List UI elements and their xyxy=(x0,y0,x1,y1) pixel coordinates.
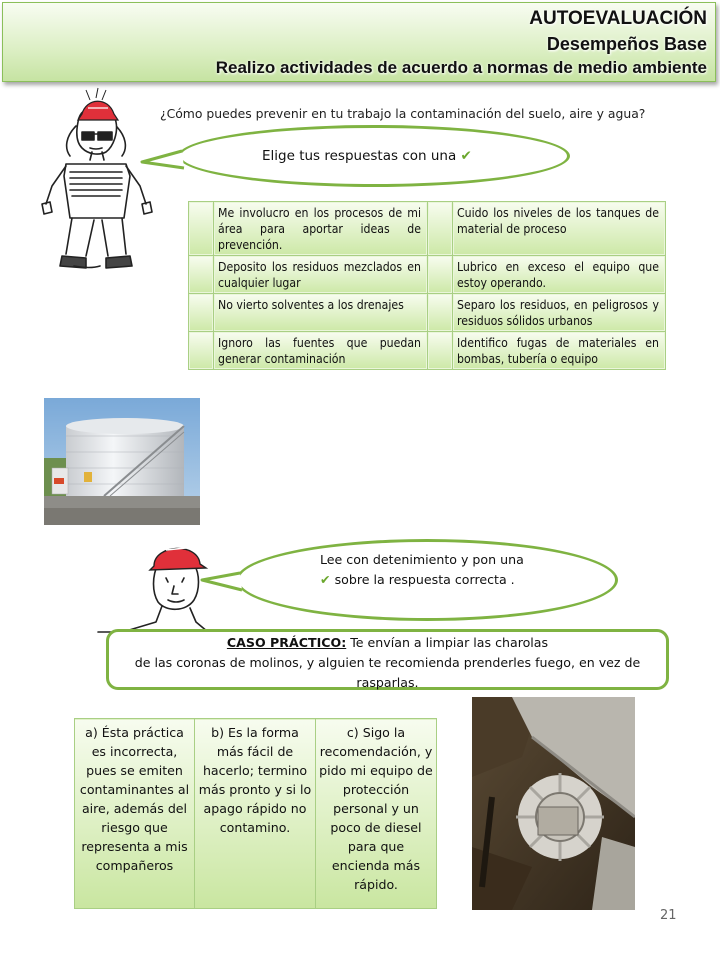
option-checkbox[interactable] xyxy=(428,256,453,294)
case-line2: de las coronas de molinos, y alguien te recomienda prenderles fuego, en vez de rasparlas. xyxy=(134,655,641,690)
case-label: CASO PRÁCTICO: xyxy=(226,635,347,650)
worker-woman-illustration xyxy=(36,86,156,278)
option-checkbox[interactable] xyxy=(189,202,214,256)
options-table xyxy=(188,201,666,370)
practical-case-box xyxy=(106,629,669,690)
checkmark-icon: ✔ xyxy=(320,572,331,587)
option-text: Separo los residuos, en peligrosos y residuos sólidos urbanos xyxy=(453,294,666,332)
page-number: 21 xyxy=(660,908,677,923)
option-checkbox[interactable] xyxy=(189,332,214,370)
answer-option-b[interactable]: b) Es la forma más fácil de hacerlo; termino más pronto y si lo apago rápido no contamino. xyxy=(195,719,316,909)
option-text: Lubrico en exceso el equipo que estoy operando. xyxy=(453,256,666,294)
speech-bubble-tail xyxy=(140,148,190,172)
answer-option-a[interactable]: a) Ésta práctica es incorrecta, pues se emiten contaminantes al aire, además del riesgo que representa a mis compañeros xyxy=(75,719,195,909)
header-tagline: Realizo actividades de acuerdo a normas de medio ambiente xyxy=(215,58,707,77)
mill-gears-photo xyxy=(472,697,635,910)
storage-tank-photo xyxy=(44,398,200,525)
option-checkbox[interactable] xyxy=(428,294,453,332)
option-text: Me involucro en los procesos de mi área para aportar ideas de prevención. xyxy=(214,202,428,256)
question-text: ¿Cómo puedes prevenir en tu trabajo la contaminación del suelo, aire y agua? xyxy=(160,106,646,121)
header-title: AUTOEVALUACIÓN xyxy=(529,8,707,29)
option-checkbox[interactable] xyxy=(189,256,214,294)
speech-bubble-tail xyxy=(200,570,246,594)
instruction-label: Elige tus respuestas con una xyxy=(262,148,457,164)
answers-table xyxy=(74,718,437,909)
case-line1: Te envían a limpiar las charolas xyxy=(346,635,549,650)
option-text: Cuido los niveles de los tanques de material de proceso xyxy=(453,202,666,256)
table-row xyxy=(75,719,437,909)
table-row xyxy=(189,294,666,332)
bubble-read-line2 xyxy=(320,572,515,587)
option-checkbox[interactable] xyxy=(189,294,214,332)
option-checkbox[interactable] xyxy=(428,332,453,370)
option-text: Ignoro las fuentes que puedan generar contaminación xyxy=(214,332,428,370)
table-row xyxy=(189,256,666,294)
option-text: Deposito los residuos mezclados en cualquier lugar xyxy=(214,256,428,294)
bubble-read-line1: Lee con detenimiento y pon una xyxy=(320,552,524,567)
page-header xyxy=(2,2,716,82)
header-subtitle: Desempeños Base xyxy=(546,34,707,54)
option-checkbox[interactable] xyxy=(428,202,453,256)
table-row xyxy=(189,332,666,370)
bubble-read-text: sobre la respuesta correcta . xyxy=(334,572,515,587)
answer-option-c[interactable]: c) Sigo la recomendación, y pido mi equipo de protección personal y un poco de diesel para que encienda más rápido. xyxy=(316,719,437,909)
bubble-instruction-text xyxy=(262,148,472,164)
table-row xyxy=(189,202,666,256)
option-text: No vierto solventes a los drenajes xyxy=(214,294,428,332)
checkmark-icon: ✔ xyxy=(460,148,472,164)
option-text: Identifico fugas de materiales en bombas, tubería o equipo xyxy=(453,332,666,370)
